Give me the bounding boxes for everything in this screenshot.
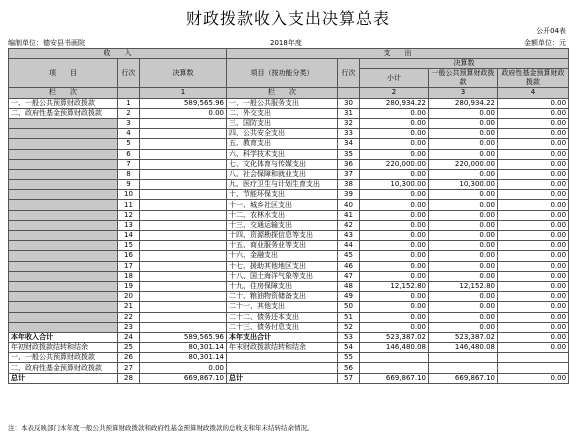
expense-item: 十八、国土海洋气象等支出 xyxy=(227,271,338,281)
income-amount xyxy=(140,200,227,210)
gen-budget-amount: 523,387.02 xyxy=(429,332,498,342)
subtotal-amount xyxy=(360,363,429,373)
expense-line-no: 42 xyxy=(338,220,360,230)
income-line-no: 6 xyxy=(118,149,140,159)
income-amount: 80,301.14 xyxy=(140,353,227,363)
income-item xyxy=(9,302,118,312)
gov-fund-amount: 0.00 xyxy=(498,251,569,261)
income-line-no: 22 xyxy=(118,312,140,322)
subtotal-amount: 10,300.00 xyxy=(360,180,429,190)
table-row xyxy=(9,312,569,322)
col-2: 2 xyxy=(360,88,429,98)
income-item: 年初财政拨款结转和结余 xyxy=(9,343,118,353)
expense-item: 十二、农林水支出 xyxy=(227,210,338,220)
table-row xyxy=(9,292,569,302)
subtotal-amount: 0.00 xyxy=(360,261,429,271)
income-item xyxy=(9,220,118,230)
final-amount-header: 决算数 xyxy=(140,59,227,88)
gov-fund-amount: 0.00 xyxy=(498,241,569,251)
table-row xyxy=(9,261,569,271)
subtotal-amount: 0.00 xyxy=(360,200,429,210)
col-4: 4 xyxy=(498,88,569,98)
income-line-no: 21 xyxy=(118,302,140,312)
gov-fund-amount: 0.00 xyxy=(498,220,569,230)
table-row xyxy=(9,220,569,230)
income-header: 收 入 xyxy=(9,49,227,59)
subtotal-amount: 12,152.80 xyxy=(360,281,429,291)
income-amount xyxy=(140,261,227,271)
expense-line-no: 32 xyxy=(338,118,360,128)
gen-budget-amount: 0.00 xyxy=(429,271,498,281)
income-item xyxy=(9,312,118,322)
gov-fund-amount: 0.00 xyxy=(498,108,569,118)
subtotal-amount: 669,867.10 xyxy=(360,373,429,383)
income-item xyxy=(9,139,118,149)
table-row xyxy=(9,118,569,128)
item-header: 项 目 xyxy=(9,59,118,88)
form-number: 公开04表 xyxy=(536,27,566,35)
expense-line-no: 54 xyxy=(338,343,360,353)
gen-budget-amount: 0.00 xyxy=(429,190,498,200)
expense-line-no: 45 xyxy=(338,251,360,261)
income-line-no: 12 xyxy=(118,210,140,220)
table-row xyxy=(9,302,569,312)
subtotal-amount: 0.00 xyxy=(360,139,429,149)
income-line-no: 14 xyxy=(118,231,140,241)
income-amount xyxy=(140,281,227,291)
expense-line-no: 44 xyxy=(338,241,360,251)
income-line-no: 17 xyxy=(118,261,140,271)
gov-fund-amount: 0.00 xyxy=(498,322,569,332)
expense-item: 四、公共安全支出 xyxy=(227,129,338,139)
expense-line-no: 38 xyxy=(338,180,360,190)
income-amount xyxy=(140,312,227,322)
gen-budget-amount: 280,934.22 xyxy=(429,98,498,108)
income-item: 一、一般公共预算财政拨款 xyxy=(9,353,118,363)
subtotal-amount xyxy=(360,353,429,363)
income-item xyxy=(9,118,118,128)
gov-fund-amount: 0.00 xyxy=(498,139,569,149)
expense-line-no: 39 xyxy=(338,190,360,200)
subtotal-amount: 0.00 xyxy=(360,118,429,128)
subtotal-amount: 0.00 xyxy=(360,312,429,322)
expense-line-no: 30 xyxy=(338,98,360,108)
gov-fund-amount: 0.00 xyxy=(498,210,569,220)
income-item xyxy=(9,261,118,271)
expense-item: 十、节能环保支出 xyxy=(227,190,338,200)
expense-item: 十七、援助其他地区支出 xyxy=(227,261,338,271)
meta-row xyxy=(8,38,568,48)
table-row xyxy=(9,373,569,383)
gov-fund-amount: 0.00 xyxy=(498,343,569,353)
income-item xyxy=(9,149,118,159)
income-line-no: 7 xyxy=(118,159,140,169)
col-label-left: 栏 次 xyxy=(9,88,118,98)
gov-fund-amount xyxy=(498,363,569,373)
expense-line-no: 47 xyxy=(338,271,360,281)
income-item xyxy=(9,251,118,261)
income-line-no: 18 xyxy=(118,271,140,281)
income-item xyxy=(9,231,118,241)
table-row xyxy=(9,210,569,220)
table-row xyxy=(9,169,569,179)
gen-budget-amount: 0.00 xyxy=(429,200,498,210)
col-label-right: 栏 次 xyxy=(227,88,338,98)
gen-budget-amount: 0.00 xyxy=(429,261,498,271)
income-amount: 80,301.14 xyxy=(140,343,227,353)
income-amount xyxy=(140,180,227,190)
gen-budget-amount: 146,480.08 xyxy=(429,343,498,353)
col-3: 3 xyxy=(429,88,498,98)
income-amount xyxy=(140,302,227,312)
gen-budget-amount: 10,300.00 xyxy=(429,180,498,190)
subtotal-amount: 0.00 xyxy=(360,292,429,302)
income-item xyxy=(9,200,118,210)
budget-table xyxy=(8,48,569,384)
income-amount xyxy=(140,271,227,281)
table-body xyxy=(9,98,569,383)
expense-line-no: 31 xyxy=(338,108,360,118)
income-item xyxy=(9,241,118,251)
gov-fund-amount: 0.00 xyxy=(498,200,569,210)
footnote: 注：本表反映部门本年度一般公共预算财政拨款和政府性基金预算财政拨款的总收支和年末结转结余情况。 xyxy=(8,424,314,432)
subtotal-amount: 280,934.22 xyxy=(360,98,429,108)
table-row xyxy=(9,322,569,332)
income-line-no: 3 xyxy=(118,118,140,128)
gov-fund-amount: 0.00 xyxy=(498,190,569,200)
expense-line-no: 36 xyxy=(338,159,360,169)
expense-item xyxy=(227,353,338,363)
income-amount xyxy=(140,322,227,332)
subtotal-amount: 523,387.02 xyxy=(360,332,429,342)
gen-budget-header: 一般公共预算财政拨款 xyxy=(429,69,498,88)
subtotal-amount: 0.00 xyxy=(360,241,429,251)
expense-item: 年末财政拨款结转和结余 xyxy=(227,343,338,353)
gen-budget-amount: 0.00 xyxy=(429,241,498,251)
income-line-no: 27 xyxy=(118,363,140,373)
subtotal-header: 小计 xyxy=(360,69,429,88)
gen-budget-amount: 0.00 xyxy=(429,118,498,128)
expense-item: 十九、住房保障支出 xyxy=(227,281,338,291)
compiling-unit: 编制单位：德安县书画院 xyxy=(8,39,85,47)
gen-budget-amount: 0.00 xyxy=(429,302,498,312)
gen-budget-amount: 220,000.00 xyxy=(429,159,498,169)
gov-fund-header: 政府性基金预算财政拨款 xyxy=(498,69,569,88)
income-amount xyxy=(140,210,227,220)
expense-line-no: 35 xyxy=(338,149,360,159)
income-line-no: 8 xyxy=(118,169,140,179)
table-row xyxy=(9,159,569,169)
gen-budget-amount: 0.00 xyxy=(429,169,498,179)
expense-item-header: 项目（按功能分类） xyxy=(227,59,338,88)
header-row-1 xyxy=(9,49,569,59)
income-line-no: 19 xyxy=(118,281,140,291)
income-amount xyxy=(140,139,227,149)
gov-fund-amount: 0.00 xyxy=(498,98,569,108)
expense-item: 十一、城乡社区支出 xyxy=(227,200,338,210)
gov-fund-amount xyxy=(498,353,569,363)
table-row xyxy=(9,353,569,363)
table-row xyxy=(9,190,569,200)
report-title: 财政拨款收入支出决算总表 xyxy=(185,9,390,28)
income-amount xyxy=(140,231,227,241)
expense-item: 二十三、债务付息支出 xyxy=(227,322,338,332)
income-item xyxy=(9,180,118,190)
income-amount xyxy=(140,129,227,139)
header-row-2 xyxy=(9,59,569,69)
expense-item: 十三、交通运输支出 xyxy=(227,220,338,230)
subtotal-amount: 0.00 xyxy=(360,322,429,332)
subtotal-amount: 0.00 xyxy=(360,169,429,179)
subtotal-amount: 0.00 xyxy=(360,220,429,230)
income-amount: 589,565.96 xyxy=(140,98,227,108)
subtotal-amount: 0.00 xyxy=(360,231,429,241)
expense-item: 十五、商业服务业等支出 xyxy=(227,241,338,251)
income-item xyxy=(9,159,118,169)
gov-fund-amount: 0.00 xyxy=(498,373,569,383)
gov-fund-amount: 0.00 xyxy=(498,180,569,190)
income-amount xyxy=(140,220,227,230)
income-line-no: 24 xyxy=(118,332,140,342)
gen-budget-amount xyxy=(429,363,498,373)
expense-line-no: 43 xyxy=(338,231,360,241)
expense-item: 十六、金融支出 xyxy=(227,251,338,261)
income-item: 本年收入合计 xyxy=(9,332,118,342)
income-amount: 0.00 xyxy=(140,108,227,118)
gov-fund-amount: 0.00 xyxy=(498,231,569,241)
income-amount: 669,867.10 xyxy=(140,373,227,383)
income-line-no: 2 xyxy=(118,108,140,118)
subtotal-amount: 0.00 xyxy=(360,251,429,261)
expense-item: 本年支出合计 xyxy=(227,332,338,342)
gen-budget-amount: 669,867.10 xyxy=(429,373,498,383)
income-line-no: 1 xyxy=(118,98,140,108)
gov-fund-amount: 0.00 xyxy=(498,281,569,291)
income-line-no: 5 xyxy=(118,139,140,149)
expense-line-no: 57 xyxy=(338,373,360,383)
line-no-header: 行次 xyxy=(118,59,140,88)
table-row xyxy=(9,332,569,342)
income-line-no: 23 xyxy=(118,322,140,332)
income-item: 二、政府性基金预算财政拨款 xyxy=(9,108,118,118)
gen-budget-amount xyxy=(429,353,498,363)
income-item xyxy=(9,169,118,179)
table-row xyxy=(9,251,569,261)
expense-item: 六、科学技术支出 xyxy=(227,149,338,159)
income-item xyxy=(9,129,118,139)
expense-item: 三、国防支出 xyxy=(227,118,338,128)
table-row xyxy=(9,271,569,281)
expense-item: 总计 xyxy=(227,373,338,383)
expense-line-no: 41 xyxy=(338,210,360,220)
gen-budget-amount: 0.00 xyxy=(429,139,498,149)
table-row xyxy=(9,241,569,251)
expense-item: 五、教育支出 xyxy=(227,139,338,149)
expense-line-no: 52 xyxy=(338,322,360,332)
income-item xyxy=(9,190,118,200)
col-1: 1 xyxy=(140,88,227,98)
column-label-row xyxy=(9,88,569,98)
expense-line-no: 55 xyxy=(338,353,360,363)
gen-budget-amount: 0.00 xyxy=(429,220,498,230)
income-line-no: 26 xyxy=(118,353,140,363)
gov-fund-amount: 0.00 xyxy=(498,169,569,179)
gen-budget-amount: 0.00 xyxy=(429,108,498,118)
income-line-no: 28 xyxy=(118,373,140,383)
income-amount xyxy=(140,149,227,159)
income-item xyxy=(9,322,118,332)
expense-item: 二十二、债务还本支出 xyxy=(227,312,338,322)
gov-fund-amount: 0.00 xyxy=(498,271,569,281)
gov-fund-amount: 0.00 xyxy=(498,261,569,271)
gen-budget-amount: 12,152.80 xyxy=(429,281,498,291)
table-row xyxy=(9,108,569,118)
expense-line-no-header: 行次 xyxy=(338,59,360,88)
gov-fund-amount: 0.00 xyxy=(498,118,569,128)
income-line-no: 13 xyxy=(118,220,140,230)
table-row xyxy=(9,281,569,291)
income-line-no: 20 xyxy=(118,292,140,302)
income-item: 一、一般公共预算财政拨款 xyxy=(9,98,118,108)
subtotal-amount: 0.00 xyxy=(360,129,429,139)
income-amount xyxy=(140,292,227,302)
expense-line-no: 46 xyxy=(338,261,360,271)
expense-line-no: 34 xyxy=(338,139,360,149)
gov-fund-amount: 0.00 xyxy=(498,129,569,139)
gen-budget-amount: 0.00 xyxy=(429,312,498,322)
expense-line-no: 49 xyxy=(338,292,360,302)
income-item xyxy=(9,281,118,291)
income-amount xyxy=(140,251,227,261)
income-amount xyxy=(140,118,227,128)
income-amount xyxy=(140,159,227,169)
expense-line-no: 53 xyxy=(338,332,360,342)
expense-item xyxy=(227,363,338,373)
subtotal-amount: 0.00 xyxy=(360,149,429,159)
income-amount: 589,565.96 xyxy=(140,332,227,342)
expense-item: 十四、资源勘探信息等支出 xyxy=(227,231,338,241)
expense-item: 一、一般公共服务支出 xyxy=(227,98,338,108)
table-row xyxy=(9,149,569,159)
money-unit: 金额单位：元 xyxy=(524,39,566,47)
gen-budget-amount: 0.00 xyxy=(429,210,498,220)
gov-fund-amount: 0.00 xyxy=(498,302,569,312)
table-row xyxy=(9,200,569,210)
subtotal-amount: 0.00 xyxy=(360,190,429,200)
gov-fund-amount: 0.00 xyxy=(498,292,569,302)
expense-line-no: 56 xyxy=(338,363,360,373)
expense-line-no: 40 xyxy=(338,200,360,210)
expense-header: 支 出 xyxy=(227,49,569,59)
expense-line-no: 51 xyxy=(338,312,360,322)
income-line-no: 16 xyxy=(118,251,140,261)
table-row xyxy=(9,180,569,190)
gov-fund-amount: 0.00 xyxy=(498,149,569,159)
subtotal-amount: 220,000.00 xyxy=(360,159,429,169)
income-item xyxy=(9,210,118,220)
expense-line-no: 33 xyxy=(338,129,360,139)
income-line-no: 4 xyxy=(118,129,140,139)
gen-budget-amount: 0.00 xyxy=(429,149,498,159)
table-row xyxy=(9,139,569,149)
expense-item: 七、文化体育与传媒支出 xyxy=(227,159,338,169)
subtotal-amount: 0.00 xyxy=(360,108,429,118)
gen-budget-amount: 0.00 xyxy=(429,322,498,332)
subtotal-amount: 0.00 xyxy=(360,271,429,281)
gen-budget-amount: 0.00 xyxy=(429,251,498,261)
fiscal-year: 2018年度 xyxy=(270,39,302,47)
subtotal-amount: 0.00 xyxy=(360,210,429,220)
income-line-no: 9 xyxy=(118,180,140,190)
income-amount: 0.00 xyxy=(140,363,227,373)
expense-line-no: 37 xyxy=(338,169,360,179)
table-row xyxy=(9,231,569,241)
final-amount-group-header: 决算数 xyxy=(360,59,569,69)
income-line-no: 11 xyxy=(118,200,140,210)
gov-fund-amount: 0.00 xyxy=(498,332,569,342)
income-amount xyxy=(140,190,227,200)
subtotal-amount: 146,480.08 xyxy=(360,343,429,353)
expense-item: 九、医疗卫生与计划生育支出 xyxy=(227,180,338,190)
gen-budget-amount: 0.00 xyxy=(429,231,498,241)
table-row xyxy=(9,343,569,353)
income-line-no: 15 xyxy=(118,241,140,251)
expense-line-no: 48 xyxy=(338,281,360,291)
table-row xyxy=(9,129,569,139)
expense-item: 八、社会保障和就业支出 xyxy=(227,169,338,179)
income-line-no: 10 xyxy=(118,190,140,200)
gen-budget-amount: 0.00 xyxy=(429,129,498,139)
gov-fund-amount: 0.00 xyxy=(498,159,569,169)
income-amount xyxy=(140,169,227,179)
income-line-no: 25 xyxy=(118,343,140,353)
subtotal-amount: 0.00 xyxy=(360,302,429,312)
income-item xyxy=(9,292,118,302)
expense-item: 二、外交支出 xyxy=(227,108,338,118)
gov-fund-amount: 0.00 xyxy=(498,312,569,322)
income-item xyxy=(9,271,118,281)
expense-line-no: 50 xyxy=(338,302,360,312)
expense-item: 二十一、其他支出 xyxy=(227,302,338,312)
table-row xyxy=(9,363,569,373)
gen-budget-amount: 0.00 xyxy=(429,292,498,302)
table-row xyxy=(9,98,569,108)
expense-item: 二十、粮油物资储备支出 xyxy=(227,292,338,302)
income-amount xyxy=(140,241,227,251)
income-item: 二、政府性基金预算财政拨款 xyxy=(9,363,118,373)
income-item: 总计 xyxy=(9,373,118,383)
